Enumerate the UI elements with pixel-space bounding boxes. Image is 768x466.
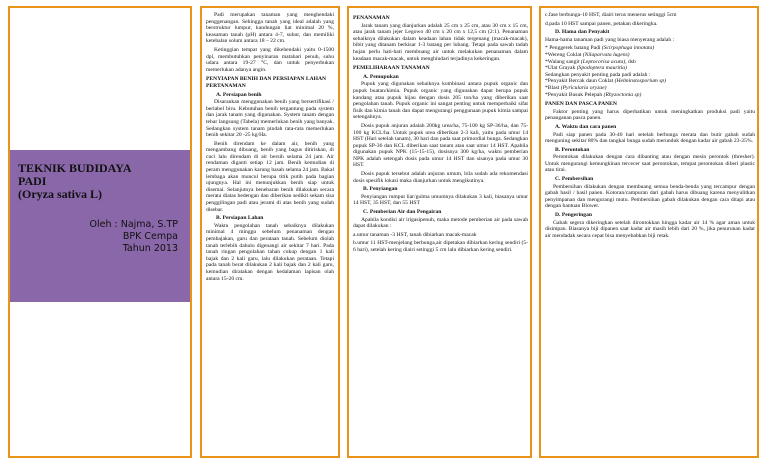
subsection-heading: B. Perontokan [555,146,590,153]
cover-title-box [10,150,190,302]
paragraph: Faktor penting yang harus diperhatikan untuk meningkatkan produksi padi yaitu penanganan pasca panen. [545,108,755,122]
cover-subtitle: (Oryza sativa L) [18,187,102,201]
paragraph: Padi siap panen pada 30-40 hari setelah berbunga merata dan butir gabah sudah menguning sekitar 80% dan tangkai bunga sudah merunduk dengan kadar air gabah 23-25%. [545,131,755,145]
paragraph: Ketinggian tempat yang dikehendaki yaitu 0-1500 dpl, membutuhkan penyinaran matahari penuh, suhu udara antara 19-27 °C, dan untuk penyerbukan memerlukan adanya angin. [206,46,334,73]
author-name: Oleh : Najma, S.TP [89,219,178,230]
pest-name: * Penggerek batang Padi [545,45,602,52]
paragraph: Perontokan dilakukan dengan cara dibanting atau dengan mesin perontok (thresher). Untuk mengurangi kemungkinan tercecer saat perontokan, tempat perontokan diberi plastic atau tirai. [545,154,755,174]
text-panel-3 [347,6,532,458]
disease-item [545,85,755,92]
cover-title [18,162,182,188]
disease-scientific-name: (Helminstosporium sp) [614,78,667,85]
list-item: d.pada 10 HST sampai panen, petakan dikeringka. [545,20,658,27]
disease-item [545,78,755,85]
paragraph: Padi merupakan tanaman yang menghendaki penggenangan. Sehingga tanah yang ideal adalah yang berstruktur lumpur, kandungan liat minimal 20 %, keasaman tanah (pH) antara 4-7, subur, dan memiliki ketebalan solum antara 18 – 22 cm. [206,12,334,45]
pest-name: *Ulat Grayak [545,65,577,72]
subsection-heading: A. Pemupukan [363,73,399,80]
paragraph: Hama-hama tanaman padi yang biasa menyerang adalah : [545,36,675,43]
pest-scientific-name: (Spodoptera mauritia) [576,65,627,72]
section-heading: PEMELIHARAAN TANAMAN [353,65,430,72]
paragraph: Dosis pupuk anjuran adalah 200kg urea/ha, 75-100 kg SP-36/ha, dan 75-100 kg KCL/ha. Untuk pupuk urea diberikan 2-3 kali, yaitu pada umur 14 HST (Hari setelah tanam), 30 hari dan pada saat primordial bunga. Sedangkan pupuk SP-36 dan KCL diberikan saat tanam atau saat umur 14 HST. Apabila digunakan pupuk NPK (15-15-15), dosisnya 300 kg/ha, waktu pemberian NPK adalah setengah dosis pada umur 14 HST dan sisanya pada umur 30 HST. [353,122,528,169]
subsection-heading: B. Persiapan Lahan [216,215,264,222]
subsection-heading: C. Pemberian Air dan Pengairan [363,209,442,216]
subsection-heading: A. Persiapan benih [216,91,262,98]
author-year: Tahun 2013 [122,243,178,254]
disease-item [545,92,755,99]
paragraph: Penyiangan rumput liar/gulma umumnya dilakukan 3 kali, biasanya umur 14 HST, 35 HST, dan 55 HST [353,193,528,207]
pest-item [545,65,755,72]
list-item: a.umur tanaman -3 HST, tanah dibiarkan macak-macak [353,231,477,238]
cover-title-line2: PADI [18,174,47,188]
section-heading: PENYIAPAN BENIH DAN PERSIAPAN LAHAN PERTANAMAN [206,76,327,89]
disease-scientific-name: (Pyricularia oryzae) [560,84,607,91]
list-item: b.umur 11 HST-menjelang berbunga,air dipetakan dibiarkan kering sendiri (5-6 hari), setelah kering diairi setinggi 5 cm lalu dibiarkan kering sendiri. [353,240,528,253]
paragraph: Disarankan menggunakan benih yang bersertifikasi / berlabel biru. Kebutuhan benih tergantung pada system dan jarak tanam yang digunakan. System tanam dengan tebar langsung (Tabela) memerlukan benih yang banyak. Sedangkan system tanam pindah rata-rata memerlukan benih sekitar 20 -25 kg/Ha. [206,99,334,139]
text-panel-2 [200,6,340,458]
pest-suffix: , dsb [625,58,636,65]
subsection-heading: D. Pengeringan [555,212,592,219]
paragraph: Jarak tanam yang dianjurkan adalah 25 cm x 25 cm, atau 30 cm x 15 cm, atau jarak tanam jejer Legowo 40 cm x 20 cm x 12,5 cm (2:1). Penanaman sebaiknya dilakukan dalam keadaan lahan tidak tergenang (macak-macak), bibit yang ditanam berkisar 1-3 batang per lubang. Tetapi pada sawah tadah hujan perlu hati-hati membuang air untuk melakukan penanaman dalam keadaan macak-macak, untuk menghindari terjadinya kekeringan. [353,22,528,62]
pest-name: *Walang sangit [545,58,581,65]
paragraph: Sedangkan penyakit penting pada padi adalah : [545,71,651,78]
disease-name: *Blast [545,84,561,91]
paragraph: Gabah segera dikeringkan setelah dirontokkan hingga kadar air 14 % agar aman untuk disimpan. Biasanya biji dipanen saat kadar air masih lebih dari 20 %, jika penurunan kadar air mendadak secara cepat bisa menyebabkan biji retak. [545,219,755,239]
cover-title-line1: TEKNIK BUDIDAYA [18,161,132,175]
list-item: c.fase berbunga-10 HST, diairi terus menerus setinggi 5cm [545,12,677,18]
subsection-heading: A. Waktu dan cara panen [555,123,617,130]
section-heading: PENANAMAN [353,15,390,21]
paragraph: Pembersihan dilakukan dengan membuang semua benda-benda yang tercampur dengan gabah hasil / hasil panen. Kotoran/campuran dari gabah harus dibuang karena menyulitkan penyimpanan dan mengurangi mutu. Pembersihan gabah dilakukan dengan cara ditapi atau dengan bantuan Blower. [545,183,755,210]
subsection-heading: B. Penyiangan [363,186,398,193]
pest-name: *Wereng Coklat [545,51,583,58]
text-column-2 [206,12,334,284]
disease-scientific-name: (Rhyzoctonia sp) [603,91,642,98]
pest-scientific-name: (Scirpophaga innotata) [601,45,655,52]
author-org: BPK Cempa [122,231,178,242]
subsection-heading: D. Hama dan Penyakit [555,29,610,36]
pest-scientific-name: (Nilaparvata lugens) [582,51,630,58]
pest-item [545,45,755,52]
paragraph: Waktu pengolahan tanah sebaiknya dilakukan minimal 4 minggu sebelum penanaman dengan pembajakan, garu dan perataan tanah. Sebelum diolah tanah terlebih dahulu digenangi air sekitar 7 hari. Pada tanah ringan pengolahan tahan cukup dengan 1 kali bajak dan 2 kali garu, lalu dilakukan perataan. Tetapi pada tanah berat dilakukan 2 kali bajak dan 2 kali garu, kemudian diratakan dengan kedalaman lapisan olah antara 15-20 cm. [206,222,334,282]
disease-name: *Penyakit Bercak daun Coklat [545,78,615,85]
paragraph: Dosis pupuk tersebut adalah anjuran umum, bila sudah ada rekomendasi dosis spesifik lokasi maka dianjurkan untuk mengikutinya. [353,171,528,184]
text-column-4 [545,12,755,241]
cover-author [18,219,182,255]
paragraph: Pupuk yang digunakan sebaiknya kombinasi antara pupuk organic dan pupuk buatan/kimia. Pupuk organic yang digunakan dapat berupa pupuk kandang atau pupuk hijau dengan dosis 205 ton/ha yang diberikan saat pengolahan tanah. Pupuk organic ini sangat penting untuk memperbaiki sifat fisik dan kimia tanah dan dapat mengurangi penggunaan pupuk kimia sampai setengahnya. [353,81,528,121]
paragraph: Benih direndam ke dalam air, benih yang mengambang dibuang, benih yang bagus ditiriskan, di cuci lalu direndam di air bersih selama 24 jam. Air rendaman diganti setiap 12 jam. Benih kemudian di peram menggunakan karung basah selama 24 jam. Bakal lembaga akan muncul berupa titik putih pada bagian ujungnya. Hal ini menunjukkan benih siap untuk disemai. Selanjutnya benebaran benih dilakukan secara merata diatas bedengan dan diberikan sedikit sekam sisa penggilingan padi atau jerami di atas benih yang sudah disebar. [206,140,334,213]
pest-item [545,52,755,59]
text-panel-4 [539,6,759,458]
pest-scientific-name: (Leptocorisa acuta) [580,58,626,65]
section-heading: PANEN DAN PASCA PANEN [545,101,617,108]
subsection-heading: C. Pembersihan [555,176,594,183]
paragraph: Apabila kondisi air irigasipenuh, maka metode pemberian air pada sawah dapat dilakukan : [353,216,528,230]
text-column-3 [353,12,528,256]
disease-name: *Penyakit Busuk Pelepah [545,91,604,98]
